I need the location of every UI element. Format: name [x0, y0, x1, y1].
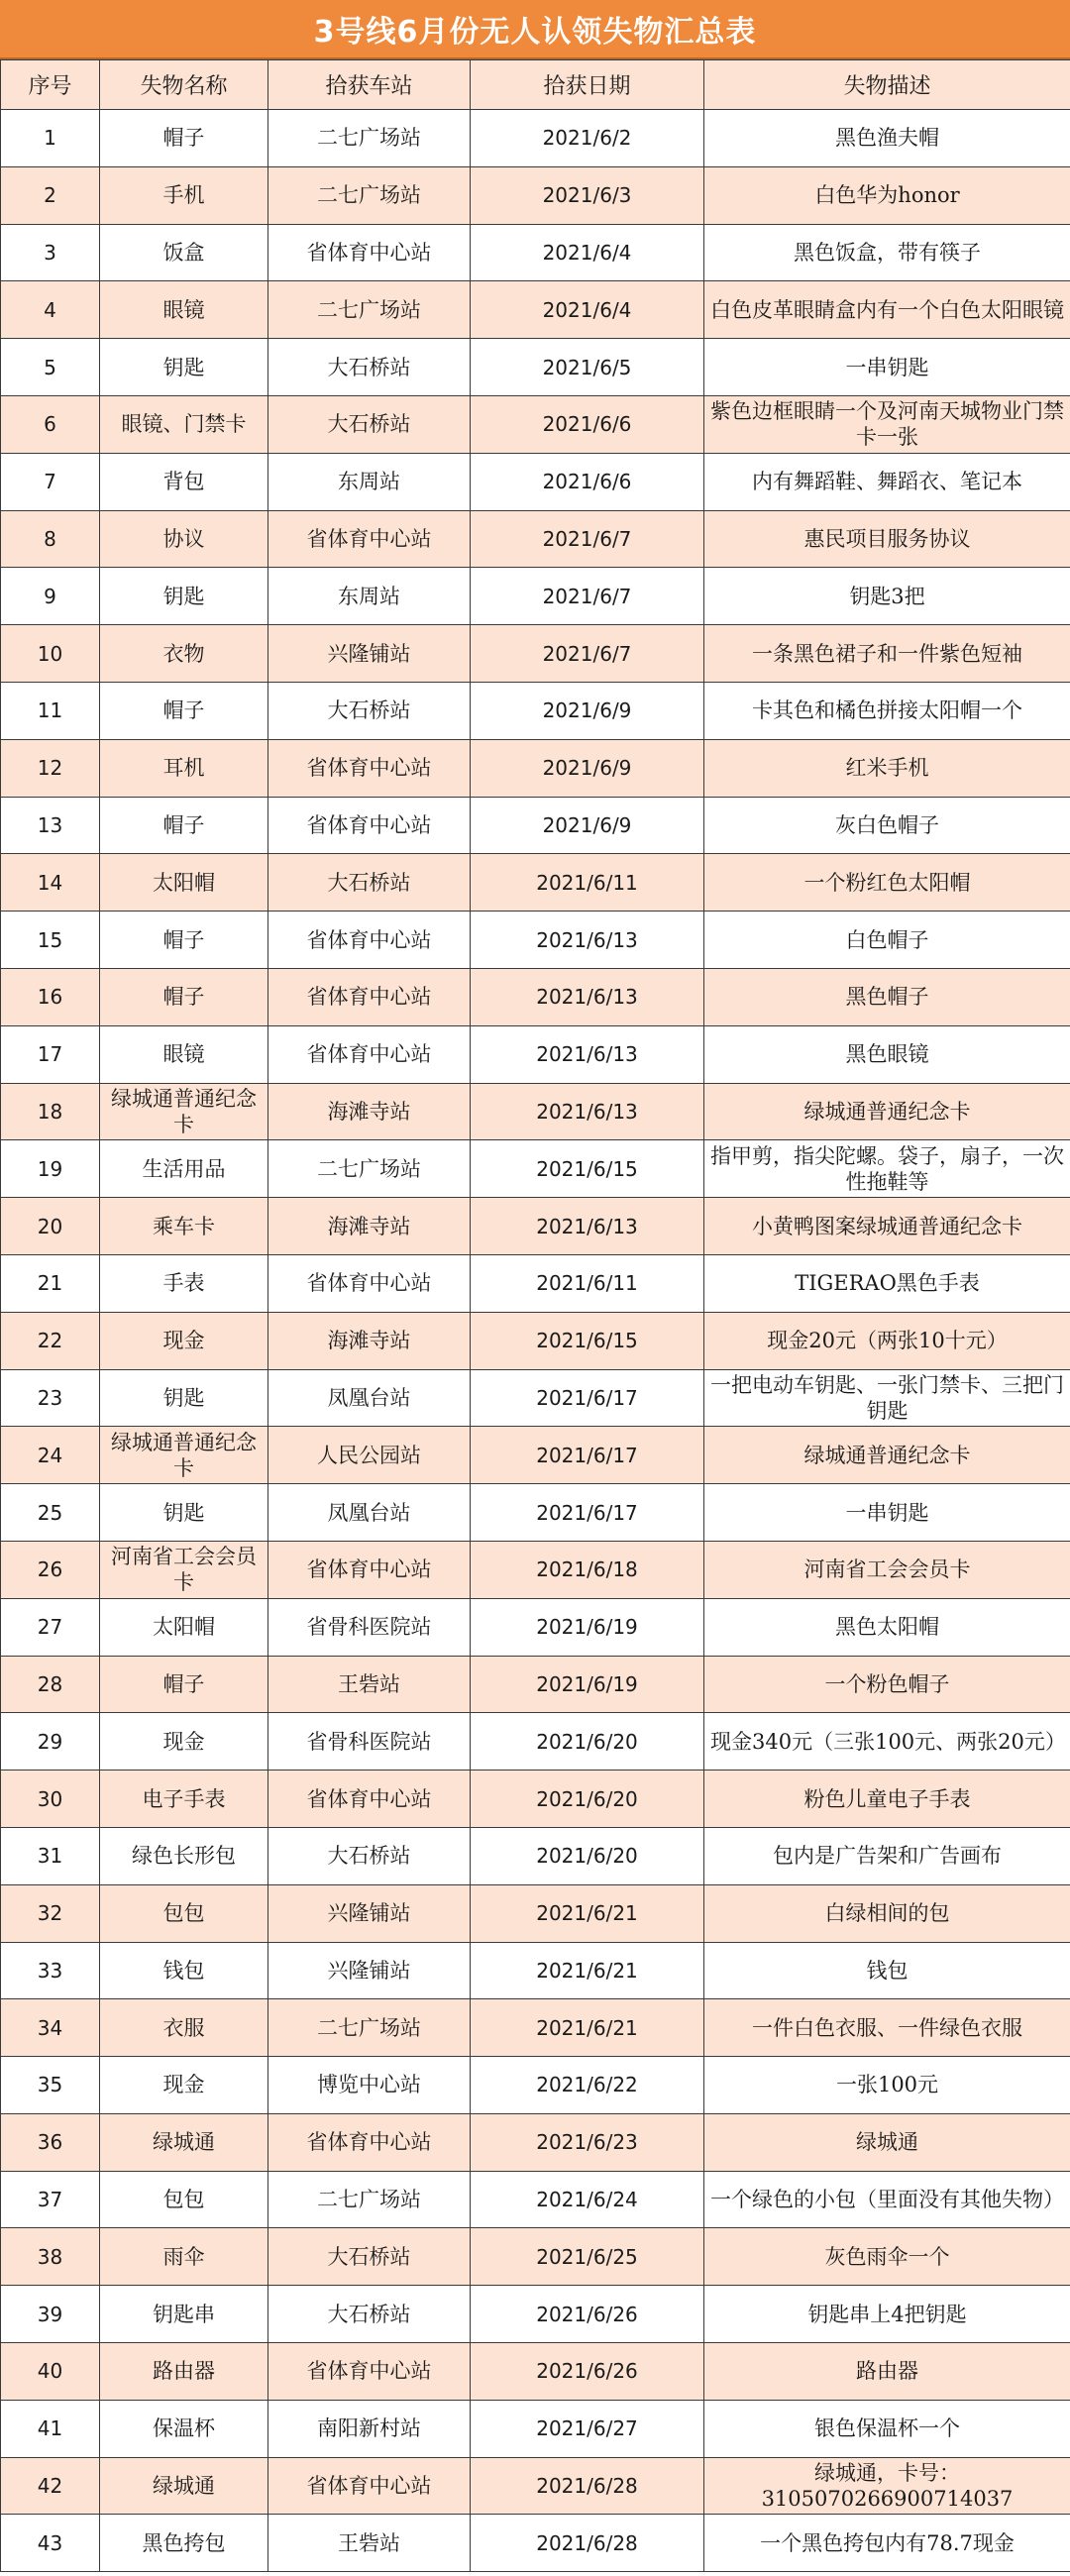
cell-description: 黑色帽子 [704, 968, 1070, 1025]
cell-serial-no: 38 [1, 2228, 100, 2286]
cell-serial-no: 42 [1, 2457, 100, 2515]
cell-serial-no: 27 [1, 1598, 100, 1656]
cell-item-name: 眼镜、门禁卡 [100, 395, 268, 453]
cell-station: 大石桥站 [268, 2228, 471, 2286]
cell-date: 2021/6/2 [471, 110, 704, 167]
cell-item-name: 帽子 [100, 682, 268, 739]
cell-description: 黑色太阳帽 [704, 1598, 1070, 1656]
cell-station: 省体育中心站 [268, 739, 471, 797]
cell-item-name: 钥匙 [100, 339, 268, 396]
cell-description: 一条黑色裙子和一件紫色短袖 [704, 625, 1070, 683]
cell-date: 2021/6/7 [471, 568, 704, 625]
cell-item-name: 绿城通 [100, 2457, 268, 2515]
cell-item-name: 钥匙 [100, 1484, 268, 1542]
cell-item-name: 背包 [100, 453, 268, 510]
cell-station: 大石桥站 [268, 2286, 471, 2343]
cell-station: 海滩寺站 [268, 1083, 471, 1140]
cell-station: 省体育中心站 [268, 510, 471, 568]
cell-description: TIGERAO黑色手表 [704, 1254, 1070, 1312]
cell-date: 2021/6/27 [471, 2400, 704, 2457]
cell-item-name: 衣服 [100, 1999, 268, 2057]
cell-serial-no: 5 [1, 339, 100, 396]
table-row [1, 395, 1070, 453]
table-row [1, 2228, 1070, 2286]
lost-items-table [0, 59, 1070, 2572]
cell-description: 粉色儿童电子手表 [704, 1771, 1070, 1828]
cell-serial-no: 1 [1, 110, 100, 167]
cell-item-name: 乘车卡 [100, 1198, 268, 1255]
cell-serial-no: 2 [1, 166, 100, 224]
cell-date: 2021/6/24 [471, 2171, 704, 2228]
cell-description: 惠民项目服务协议 [704, 510, 1070, 568]
cell-item-name: 眼镜 [100, 1025, 268, 1083]
cell-description: 绿城通，卡号：3105070266900714037 [704, 2457, 1070, 2515]
cell-station: 省体育中心站 [268, 2457, 471, 2515]
cell-station: 王砦站 [268, 2515, 471, 2572]
cell-date: 2021/6/13 [471, 968, 704, 1025]
cell-description: 一个粉色帽子 [704, 1656, 1070, 1713]
cell-serial-no: 8 [1, 510, 100, 568]
cell-item-name: 帽子 [100, 968, 268, 1025]
cell-serial-no: 13 [1, 797, 100, 854]
cell-station: 大石桥站 [268, 682, 471, 739]
cell-description: 绿城通普通纪念卡 [704, 1083, 1070, 1140]
table-row [1, 2515, 1070, 2572]
table-row [1, 682, 1070, 739]
cell-description: 灰白色帽子 [704, 797, 1070, 854]
cell-item-name: 绿色长形包 [100, 1827, 268, 1884]
table-row [1, 1942, 1070, 1999]
cell-station: 省体育中心站 [268, 1254, 471, 1312]
table-row [1, 739, 1070, 797]
cell-serial-no: 14 [1, 854, 100, 912]
cell-serial-no: 43 [1, 2515, 100, 2572]
cell-serial-no: 16 [1, 968, 100, 1025]
table-header [1, 60, 1070, 110]
cell-item-name: 衣物 [100, 625, 268, 683]
cell-date: 2021/6/11 [471, 1254, 704, 1312]
cell-serial-no: 36 [1, 2113, 100, 2171]
cell-station: 二七广场站 [268, 110, 471, 167]
table-row [1, 1827, 1070, 1884]
cell-station: 二七广场站 [268, 166, 471, 224]
cell-item-name: 手机 [100, 166, 268, 224]
table-row [1, 1312, 1070, 1369]
cell-description: 河南省工会会员卡 [704, 1541, 1070, 1598]
table-row [1, 1140, 1070, 1198]
cell-item-name: 帽子 [100, 912, 268, 969]
cell-station: 海滩寺站 [268, 1198, 471, 1255]
cell-serial-no: 12 [1, 739, 100, 797]
cell-description: 紫色边框眼睛一个及河南天城物业门禁卡一张 [704, 395, 1070, 453]
cell-date: 2021/6/17 [471, 1369, 704, 1427]
cell-date: 2021/6/3 [471, 166, 704, 224]
table-row [1, 1598, 1070, 1656]
cell-date: 2021/6/19 [471, 1598, 704, 1656]
cell-item-name: 钥匙 [100, 1369, 268, 1427]
table-row [1, 968, 1070, 1025]
cell-date: 2021/6/23 [471, 2113, 704, 2171]
table-row [1, 1484, 1070, 1542]
cell-station: 兴隆铺站 [268, 1884, 471, 1942]
cell-station: 省体育中心站 [268, 2343, 471, 2401]
cell-description: 一把电动车钥匙、一张门禁卡、三把门钥匙 [704, 1369, 1070, 1427]
cell-serial-no: 15 [1, 912, 100, 969]
table-row [1, 2171, 1070, 2228]
cell-date: 2021/6/21 [471, 1999, 704, 2057]
table-row [1, 1999, 1070, 2057]
cell-serial-no: 30 [1, 1771, 100, 1828]
cell-date: 2021/6/5 [471, 339, 704, 396]
cell-description: 指甲剪，指尖陀螺。袋子，扇子，一次性拖鞋等 [704, 1140, 1070, 1198]
cell-item-name: 现金 [100, 2057, 268, 2114]
table-row [1, 1884, 1070, 1942]
table-row [1, 1025, 1070, 1083]
cell-station: 省体育中心站 [268, 797, 471, 854]
cell-date: 2021/6/17 [471, 1484, 704, 1542]
cell-date: 2021/6/13 [471, 1025, 704, 1083]
cell-description: 黑色饭盒，带有筷子 [704, 224, 1070, 281]
cell-station: 兴隆铺站 [268, 1942, 471, 1999]
cell-description: 灰色雨伞一个 [704, 2228, 1070, 2286]
cell-description: 白色帽子 [704, 912, 1070, 969]
cell-description: 小黄鸭图案绿城通普通纪念卡 [704, 1198, 1070, 1255]
table-row [1, 1083, 1070, 1140]
cell-date: 2021/6/6 [471, 395, 704, 453]
cell-description: 绿城通 [704, 2113, 1070, 2171]
cell-description: 一件白色衣服、一件绿色衣服 [704, 1999, 1070, 2057]
cell-station: 省体育中心站 [268, 912, 471, 969]
cell-station: 王砦站 [268, 1656, 471, 1713]
cell-station: 东周站 [268, 453, 471, 510]
cell-serial-no: 3 [1, 224, 100, 281]
cell-item-name: 饭盒 [100, 224, 268, 281]
cell-date: 2021/6/21 [471, 1884, 704, 1942]
cell-serial-no: 10 [1, 625, 100, 683]
cell-description: 卡其色和橘色拼接太阳帽一个 [704, 682, 1070, 739]
table-row [1, 2113, 1070, 2171]
cell-item-name: 帽子 [100, 797, 268, 854]
cell-station: 二七广场站 [268, 1999, 471, 2057]
cell-station: 人民公园站 [268, 1427, 471, 1484]
cell-description: 银色保温杯一个 [704, 2400, 1070, 2457]
cell-station: 省体育中心站 [268, 1541, 471, 1598]
table-row [1, 1713, 1070, 1771]
cell-description: 一张100元 [704, 2057, 1070, 2114]
cell-date: 2021/6/26 [471, 2343, 704, 2401]
table-row [1, 568, 1070, 625]
table-row [1, 110, 1070, 167]
cell-station: 南阳新村站 [268, 2400, 471, 2457]
cell-item-name: 太阳帽 [100, 854, 268, 912]
cell-date: 2021/6/22 [471, 2057, 704, 2114]
table-row [1, 1369, 1070, 1427]
cell-serial-no: 26 [1, 1541, 100, 1598]
table-row [1, 1656, 1070, 1713]
cell-item-name: 生活用品 [100, 1140, 268, 1198]
cell-item-name: 协议 [100, 510, 268, 568]
cell-station: 东周站 [268, 568, 471, 625]
table-row [1, 339, 1070, 396]
cell-station: 凤凰台站 [268, 1484, 471, 1542]
cell-date: 2021/6/13 [471, 1083, 704, 1140]
cell-item-name: 帽子 [100, 1656, 268, 1713]
cell-station: 博览中心站 [268, 2057, 471, 2114]
cell-serial-no: 17 [1, 1025, 100, 1083]
cell-serial-no: 19 [1, 1140, 100, 1198]
cell-serial-no: 29 [1, 1713, 100, 1771]
cell-item-name: 手表 [100, 1254, 268, 1312]
table-row [1, 1771, 1070, 1828]
page-title: 3号线6月份无人认领失物汇总表 [313, 15, 757, 50]
cell-date: 2021/6/6 [471, 453, 704, 510]
cell-serial-no: 24 [1, 1427, 100, 1484]
cell-serial-no: 18 [1, 1083, 100, 1140]
table-row [1, 281, 1070, 339]
header-row [1, 60, 1070, 110]
cell-description: 内有舞蹈鞋、舞蹈衣、笔记本 [704, 453, 1070, 510]
cell-item-name: 包包 [100, 1884, 268, 1942]
table-row [1, 224, 1070, 281]
cell-item-name: 黑色挎包 [100, 2515, 268, 2572]
cell-date: 2021/6/4 [471, 281, 704, 339]
table-row [1, 2057, 1070, 2114]
cell-station: 省体育中心站 [268, 1025, 471, 1083]
cell-description: 钥匙3把 [704, 568, 1070, 625]
table-row [1, 166, 1070, 224]
table-row [1, 2457, 1070, 2515]
cell-item-name: 钥匙 [100, 568, 268, 625]
cell-date: 2021/6/19 [471, 1656, 704, 1713]
cell-date: 2021/6/11 [471, 854, 704, 912]
cell-serial-no: 21 [1, 1254, 100, 1312]
cell-date: 2021/6/17 [471, 1427, 704, 1484]
cell-serial-no: 37 [1, 2171, 100, 2228]
cell-description: 绿城通普通纪念卡 [704, 1427, 1070, 1484]
table-row [1, 912, 1070, 969]
cell-description: 黑色眼镜 [704, 1025, 1070, 1083]
table-row [1, 2343, 1070, 2401]
header-description: 失物描述 [704, 60, 1070, 110]
cell-serial-no: 23 [1, 1369, 100, 1427]
cell-station: 大石桥站 [268, 395, 471, 453]
cell-date: 2021/6/9 [471, 739, 704, 797]
header-date: 拾获日期 [471, 60, 704, 110]
cell-station: 省体育中心站 [268, 224, 471, 281]
cell-description: 一串钥匙 [704, 1484, 1070, 1542]
header-item-name: 失物名称 [100, 60, 268, 110]
cell-description: 路由器 [704, 2343, 1070, 2401]
cell-station: 大石桥站 [268, 339, 471, 396]
cell-date: 2021/6/21 [471, 1942, 704, 1999]
cell-date: 2021/6/13 [471, 912, 704, 969]
cell-description: 钥匙串上4把钥匙 [704, 2286, 1070, 2343]
cell-date: 2021/6/26 [471, 2286, 704, 2343]
cell-serial-no: 33 [1, 1942, 100, 1999]
cell-item-name: 帽子 [100, 110, 268, 167]
cell-item-name: 保温杯 [100, 2400, 268, 2457]
table-row [1, 854, 1070, 912]
cell-station: 海滩寺站 [268, 1312, 471, 1369]
cell-date: 2021/6/25 [471, 2228, 704, 2286]
cell-description: 白绿相间的包 [704, 1884, 1070, 1942]
cell-date: 2021/6/20 [471, 1827, 704, 1884]
cell-serial-no: 39 [1, 2286, 100, 2343]
cell-serial-no: 22 [1, 1312, 100, 1369]
cell-serial-no: 40 [1, 2343, 100, 2401]
cell-item-name: 钥匙串 [100, 2286, 268, 2343]
cell-description: 现金20元（两张10十元） [704, 1312, 1070, 1369]
cell-serial-no: 41 [1, 2400, 100, 2457]
cell-station: 省体育中心站 [268, 968, 471, 1025]
cell-item-name: 路由器 [100, 2343, 268, 2401]
cell-station: 二七广场站 [268, 1140, 471, 1198]
cell-serial-no: 20 [1, 1198, 100, 1255]
cell-date: 2021/6/7 [471, 510, 704, 568]
cell-date: 2021/6/13 [471, 1198, 704, 1255]
cell-date: 2021/6/18 [471, 1541, 704, 1598]
cell-description: 白色皮革眼睛盒内有一个白色太阳眼镜 [704, 281, 1070, 339]
cell-description: 黑色渔夫帽 [704, 110, 1070, 167]
cell-date: 2021/6/7 [471, 625, 704, 683]
cell-description: 现金340元（三张100元、两张20元） [704, 1713, 1070, 1771]
table-row [1, 797, 1070, 854]
cell-date: 2021/6/15 [471, 1140, 704, 1198]
cell-item-name: 钱包 [100, 1942, 268, 1999]
cell-station: 大石桥站 [268, 1827, 471, 1884]
cell-description: 一个绿色的小包（里面没有其他失物） [704, 2171, 1070, 2228]
cell-station: 二七广场站 [268, 2171, 471, 2228]
title-bar [0, 0, 1070, 59]
cell-serial-no: 6 [1, 395, 100, 453]
cell-serial-no: 35 [1, 2057, 100, 2114]
cell-serial-no: 9 [1, 568, 100, 625]
table-row [1, 2400, 1070, 2457]
header-serial-no: 序号 [1, 60, 100, 110]
cell-item-name: 河南省工会会员卡 [100, 1541, 268, 1598]
cell-date: 2021/6/9 [471, 797, 704, 854]
cell-date: 2021/6/9 [471, 682, 704, 739]
cell-item-name: 电子手表 [100, 1771, 268, 1828]
cell-station: 凤凰台站 [268, 1369, 471, 1427]
cell-description: 红米手机 [704, 739, 1070, 797]
cell-date: 2021/6/4 [471, 224, 704, 281]
table-body [1, 110, 1070, 2572]
cell-item-name: 包包 [100, 2171, 268, 2228]
cell-serial-no: 25 [1, 1484, 100, 1542]
cell-serial-no: 32 [1, 1884, 100, 1942]
cell-description: 白色华为honor [704, 166, 1070, 224]
cell-station: 省体育中心站 [268, 1771, 471, 1828]
cell-serial-no: 34 [1, 1999, 100, 2057]
cell-station: 兴隆铺站 [268, 625, 471, 683]
header-station: 拾获车站 [268, 60, 471, 110]
cell-description: 一串钥匙 [704, 339, 1070, 396]
cell-station: 大石桥站 [268, 854, 471, 912]
cell-item-name: 绿城通普通纪念卡 [100, 1427, 268, 1484]
cell-station: 省体育中心站 [268, 2113, 471, 2171]
cell-serial-no: 7 [1, 453, 100, 510]
cell-item-name: 绿城通 [100, 2113, 268, 2171]
table-row [1, 510, 1070, 568]
cell-date: 2021/6/20 [471, 1713, 704, 1771]
table-row [1, 1254, 1070, 1312]
table-row [1, 1541, 1070, 1598]
cell-item-name: 绿城通普通纪念卡 [100, 1083, 268, 1140]
cell-item-name: 雨伞 [100, 2228, 268, 2286]
cell-description: 包内是广告架和广告画布 [704, 1827, 1070, 1884]
table-row [1, 2286, 1070, 2343]
cell-description: 钱包 [704, 1942, 1070, 1999]
cell-item-name: 眼镜 [100, 281, 268, 339]
table-row [1, 1198, 1070, 1255]
cell-date: 2021/6/15 [471, 1312, 704, 1369]
cell-description: 一个黑色挎包内有78.7现金 [704, 2515, 1070, 2572]
cell-station: 省骨科医院站 [268, 1598, 471, 1656]
cell-station: 省骨科医院站 [268, 1713, 471, 1771]
table-row [1, 453, 1070, 510]
cell-date: 2021/6/28 [471, 2515, 704, 2572]
cell-station: 二七广场站 [268, 281, 471, 339]
table-row [1, 1427, 1070, 1484]
table-row [1, 625, 1070, 683]
cell-serial-no: 11 [1, 682, 100, 739]
cell-item-name: 现金 [100, 1713, 268, 1771]
cell-date: 2021/6/28 [471, 2457, 704, 2515]
cell-item-name: 现金 [100, 1312, 268, 1369]
cell-date: 2021/6/20 [471, 1771, 704, 1828]
cell-item-name: 耳机 [100, 739, 268, 797]
cell-serial-no: 4 [1, 281, 100, 339]
cell-item-name: 太阳帽 [100, 1598, 268, 1656]
cell-description: 一个粉红色太阳帽 [704, 854, 1070, 912]
cell-serial-no: 31 [1, 1827, 100, 1884]
cell-serial-no: 28 [1, 1656, 100, 1713]
